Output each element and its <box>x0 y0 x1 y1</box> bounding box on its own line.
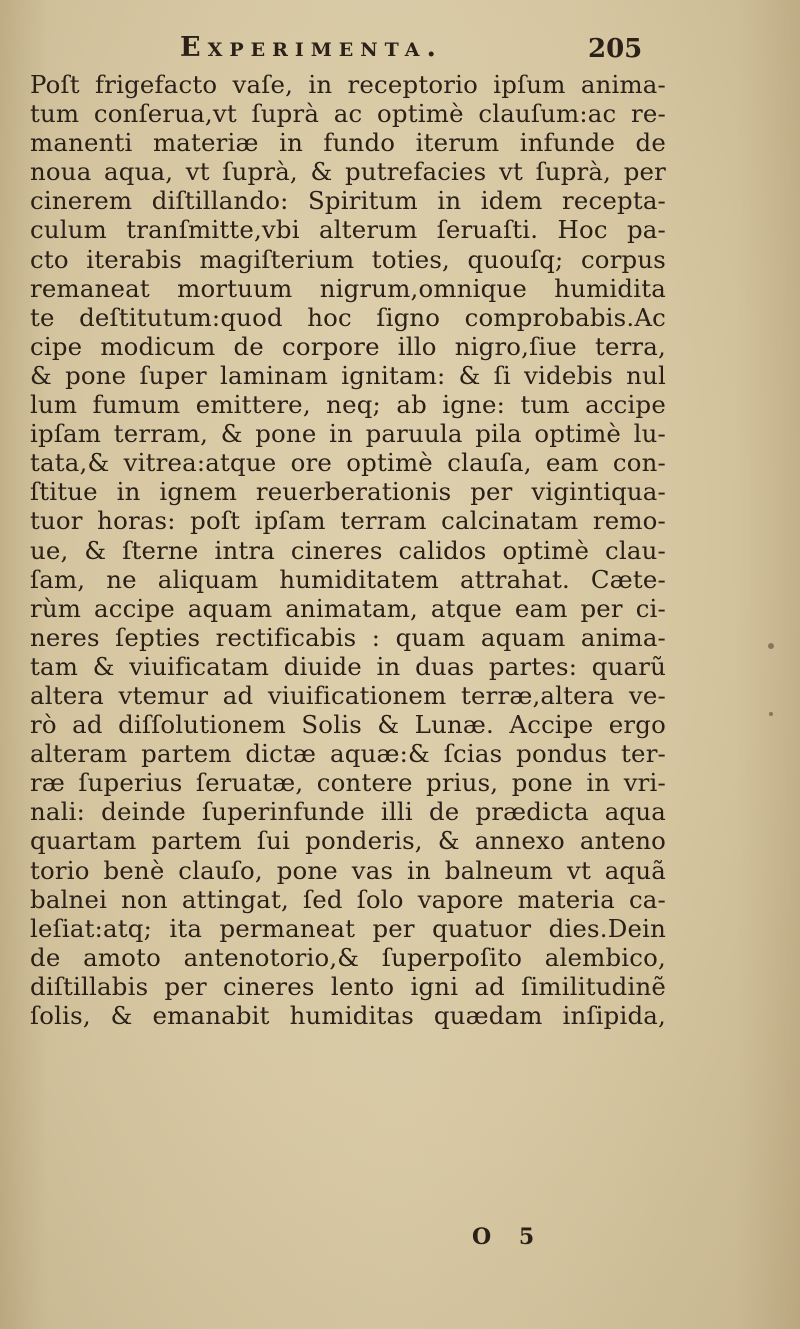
text-line: tum conſerua,vt ſuprà ac optimè clauſum:ac re- <box>30 99 666 129</box>
text-line: lum fumum emittere, neq; ab igne: tum accipe <box>30 390 666 420</box>
text-line: remaneat mortuum nigrum,omnique humidita <box>30 273 666 303</box>
text-line: ipſam terram, & pone in paruula pila optimè lu- <box>30 419 666 449</box>
text-line: altera vtemur ad viuificationem terræ,altera ve- <box>30 680 666 710</box>
text-line: alteram partem dictæ aquæ:& ſcias pondus ter- <box>30 739 666 769</box>
text-line: te deſtitutum:quod hoc ſigno comprobabis.Ac <box>30 302 666 332</box>
text-line: leſiat:atq; ita permaneat per quatuor dies.Dein <box>30 913 666 943</box>
text-line: cipe modicum de corpore illo nigro,ſiue terra, <box>30 331 666 361</box>
body-text <box>30 70 666 1030</box>
text-line: Poſt frigefacto vaſe, in receptorio ipſum anima- <box>30 70 666 99</box>
signature-mark: O 5 <box>472 1224 545 1250</box>
text-line: diſtillabis per cineres lento igni ad ſimilitudinẽ <box>30 971 666 1001</box>
text-line: neres ſepties rectificabis : quam aquam anima- <box>30 622 666 652</box>
page-number: 205 <box>588 34 643 64</box>
text-line: tata,& vitrea:atque ore optimè clauſa, eam con- <box>30 448 666 478</box>
text-line: rò ad diſſolutionem Solis & Lunæ. Accipe ergo <box>30 710 666 740</box>
text-line: manenti materiæ in fundo iterum infunde de <box>30 128 666 158</box>
text-line: tuor horas: poſt ipſam terram calcinatam remo- <box>30 506 666 536</box>
ink-speck <box>768 643 774 649</box>
text-line: culum tranſmitte,vbi alterum ſeruaſti. Hoc pa- <box>30 215 666 245</box>
text-line: torio benè clauſo, pone vas in balneum vt aquã <box>30 855 666 885</box>
text-line: ue, & ſterne intra cineres calidos optimè clau- <box>30 535 666 565</box>
text-line: ſtitue in ignem reuerberationis per vigintiqua- <box>30 477 666 507</box>
text-line: balnei non attingat, ſed ſolo vapore materia ca- <box>30 884 666 914</box>
text-line: cinerem diſtillando: Spiritum in idem recepta- <box>30 186 666 216</box>
text-line: ſam, ne aliquam humiditatem attrahat. Cæte- <box>30 564 666 594</box>
text-line: & pone ſuper laminam ignitam: & ſi videbis nul <box>30 360 666 390</box>
text-line: cto iterabis magiſterium toties, quouſq; corpus <box>30 244 666 274</box>
text-line: de amoto antenotorio,& ſuperpoſito alembico, <box>30 942 666 972</box>
text-line: rùm accipe aquam animatam, atque eam per ci- <box>30 593 666 623</box>
running-title: Experimenta. <box>180 32 443 63</box>
text-line: ſolis, & emanabit humiditas quædam inſipida, <box>30 1001 666 1030</box>
text-line: tam & viuificatam diuide in duas partes: quarũ <box>30 651 666 681</box>
text-line: noua aqua, vt ſuprà, & putrefacies vt ſuprà, per <box>30 157 666 187</box>
text-line: quartam partem ſui ponderis, & annexo anteno <box>30 826 666 856</box>
text-line: nali: deinde ſuperinfunde illi de prædicta aqua <box>30 797 666 827</box>
page-header <box>0 28 800 74</box>
text-line: ræ ſuperius ſeruatæ, contere prius, pone in vri- <box>30 768 666 798</box>
ink-speck <box>769 712 773 716</box>
